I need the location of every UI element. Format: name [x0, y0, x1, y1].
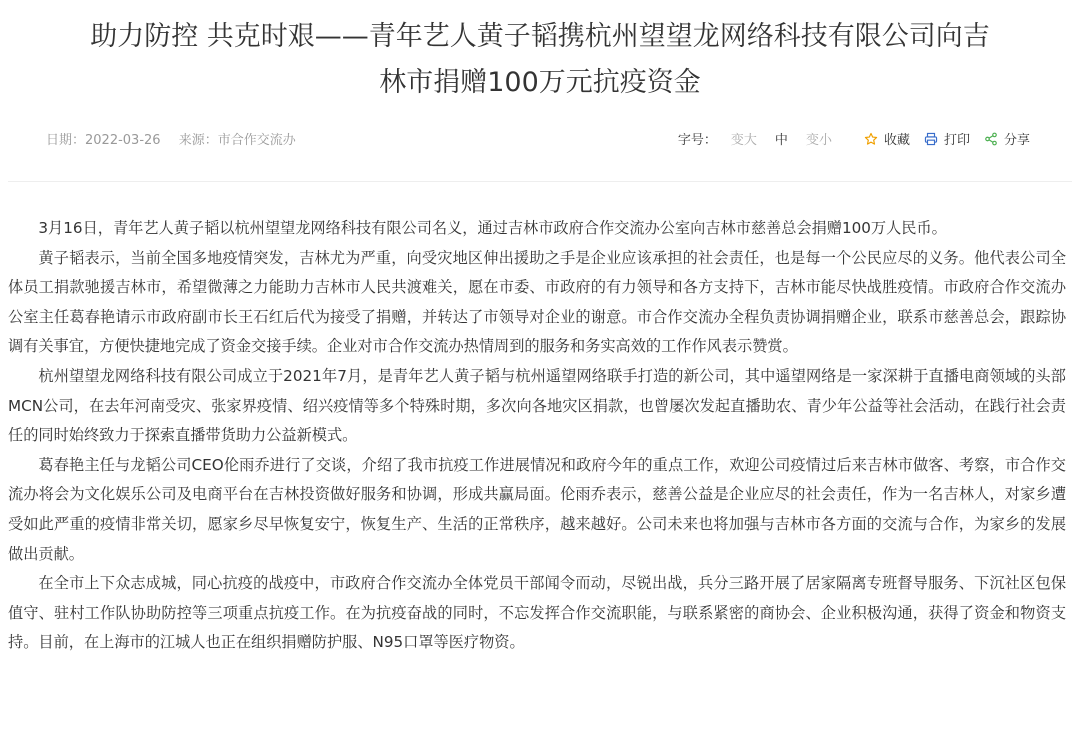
share-icon	[984, 132, 998, 146]
font-smaller-button[interactable]: 变小	[805, 133, 832, 148]
print-label: 打印	[943, 133, 970, 148]
favorite-label: 收藏	[883, 133, 910, 148]
favorite-button[interactable]	[864, 129, 910, 148]
print-button[interactable]	[924, 129, 970, 148]
paragraph-2: 黄子韬表示，当前全国多地疫情突发，吉林尤为严重，向受灾地区伸出援助之手是企业应该承担的社会责任，也是每一个公民应尽的义务。他代表公司全体员工捐款驰援吉林市，希望微薄之力能助力吉林市人民共渡难关，愿在市委、市政府的有力领导和各方支持下，吉林市能尽快战胜疫情。市政府合作交流办公室主任葛春艳请示市政府副市长王石红后代为接受了捐赠，并转达了市领导对企业的谢意。市合作交流办全程负责协调捐赠企业，联系市慈善总会，跟踪协调有关事宜，方便快捷地完成了资金交接手续。企业对市合作交流办热情周到的服务和务实高效的工作作风表示赞赏。	[8, 248, 1066, 356]
title-line-1: 助力防控 共克时艰——青年艺人黄子韬携杭州望望龙网络科技有限公司向吉	[90, 21, 990, 52]
article-meta	[46, 126, 1030, 148]
star-icon	[864, 132, 878, 146]
paragraph-4: 葛春艳主任与龙韬公司CEO伦雨乔进行了交谈，介绍了我市抗疫工作进展情况和政府今年的重点工作，欢迎公司疫情过后来吉林市做客、考察，市合作交流办将会为文化娱乐公司及电商平台在吉林投资做好服务和协调，形成共赢局面。伦雨乔表示，慈善公益是企业应尽的社会责任，作为一名吉林人，对家乡遭受如此严重的疫情非常关切，愿家乡尽早恢复安宁，恢复生产、生活的正常秩序，越来越好。公司未来也将加强与吉林市各方面的交流与合作，为家乡的发展做出贡献。	[8, 455, 1066, 563]
paragraph-5: 在全市上下众志成城，同心抗疫的战疫中，市政府合作交流办全体党员干部闻令而动，尽锐出战，兵分三路开展了居家隔离专班督导服务、下沉社区包保值守、驻村工作队协助防控等三项重点抗疫工作。在为抗疫奋战的同时，不忘发挥合作交流职能，与联系紧密的商协会、企业积极沟通，获得了资金和物资支持。目前，在上海市的江城人也正在组织捐赠防护服、N95口罩等医疗物资。	[8, 574, 1066, 652]
font-size-label: 字号：	[677, 133, 717, 148]
share-label: 分享	[1003, 133, 1030, 148]
publish-date: 日期：2022-03-26	[46, 133, 161, 148]
font-larger-button[interactable]: 变大	[730, 133, 757, 148]
title-line-2: 林市捐赠100万元抗疫资金	[379, 67, 701, 98]
page-title	[40, 14, 1040, 106]
printer-icon	[924, 132, 938, 146]
paragraph-3: 杭州望望龙网络科技有限公司成立于2021年7月，是青年艺人黄子韬与杭州遥望网络联手打造的新公司，其中遥望网络是一家深耕于直播电商领域的头部MCN公司，在去年河南受灾、张家界疫情、绍兴疫情等多个特殊时期，多次向各地灾区捐款，也曾屡次发起直播助农、青少年公益等社会活动，在践行社会责任的同时始终致力于探索直播带货助力公益新模式。	[8, 366, 1066, 445]
article-body	[8, 214, 1066, 658]
header-divider	[8, 181, 1072, 182]
paragraph-1: 3月16日，青年艺人黄子韬以杭州望望龙网络科技有限公司名义，通过吉林市政府合作交流办公室向吉林市慈善总会捐赠100万人民币。	[38, 219, 947, 237]
share-button[interactable]	[984, 129, 1030, 148]
meta-info	[46, 129, 310, 148]
article-tools	[678, 129, 1030, 148]
font-medium-button[interactable]: 中	[774, 133, 788, 148]
article-source: 来源：市合作交流办	[178, 133, 296, 148]
